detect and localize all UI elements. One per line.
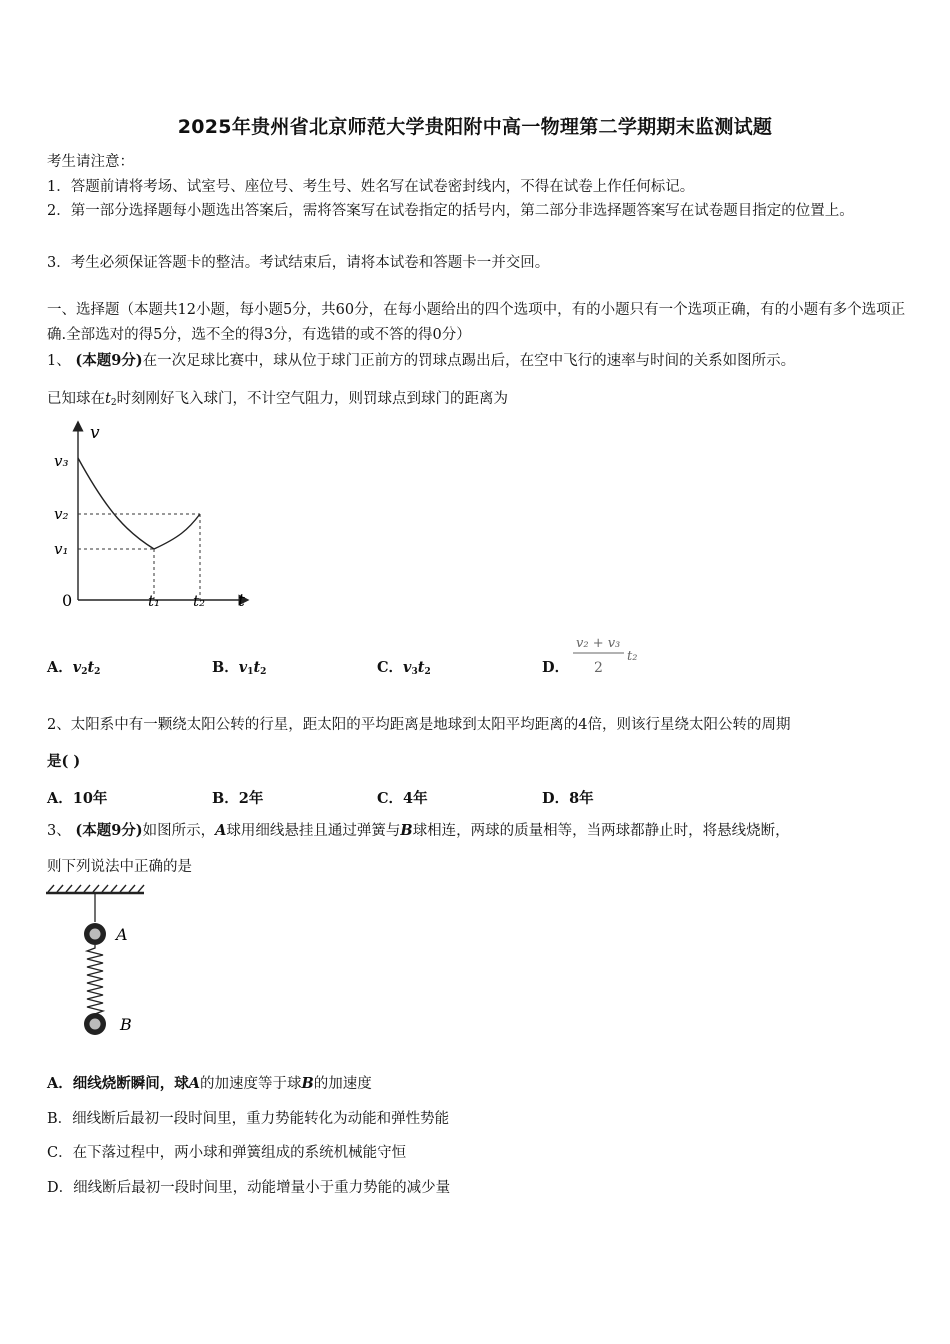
q1-t2-label: t₂: [193, 592, 206, 610]
q1-option-b-v-sub: 1: [247, 667, 254, 677]
q3-stem-line2: 则下列说法中正确的是: [47, 859, 192, 875]
q3-option-a-var1: A: [188, 1075, 201, 1092]
q1-vt-graph: [48, 418, 258, 618]
q1-score: (本题9分): [75, 352, 143, 369]
q1-option-a-label: A．: [47, 659, 73, 676]
q1-option-c-t-sub: 2: [424, 667, 431, 677]
q1-option-c-v: v: [403, 659, 412, 676]
q1-origin-label: 0: [62, 591, 73, 610]
q3-text-a1: 如图所示，: [142, 823, 216, 839]
q1-option-b-t-sub: 2: [260, 667, 267, 677]
q1-axis-t-label: t: [238, 591, 245, 611]
q3-number: 3、: [47, 823, 71, 839]
q1-option-b-t: t: [253, 659, 261, 676]
ball-a-label: A: [116, 925, 128, 944]
q1-option-c-t: t: [417, 659, 425, 676]
q1-option-c-v-sub: 3: [411, 667, 418, 677]
q1-option-a-v: v: [72, 659, 82, 676]
q1-v2-label: v₂: [54, 505, 69, 523]
q3-option-c[interactable]: C．在下落过程中，两小球和弹簧组成的系统机械能守恒: [47, 1145, 407, 1161]
q1-text-a: 在一次足球比赛中，球从位于球门正前方的罚球点踢出后，在空中飞行的速率与时间的关系如图所示。: [142, 353, 796, 369]
q1-option-b-v: v: [238, 659, 248, 676]
q3-option-a[interactable]: [47, 1074, 372, 1094]
q2-stem-line2: 是( ): [47, 753, 81, 770]
q1-stem-line2: [47, 389, 508, 413]
page-title: 2025年贵州省北京师范大学贵阳附中高一物理第二学期期末监测试题: [177, 116, 773, 138]
q3-score: (本题9分): [75, 822, 143, 839]
q3-option-a-pre: A．细线烧断瞬间，球: [47, 1075, 189, 1092]
notice-heading: 考生请注意：: [47, 154, 134, 170]
q1-stem-line1: [47, 351, 795, 371]
q3-option-a-var2: B: [301, 1075, 314, 1092]
ball-a-highlight: [90, 929, 101, 940]
q1-text-b-post: 时刻刚好飞入球门，不计空气阻力，则罚球点到球门的距离为: [116, 391, 509, 407]
q1-option-c-label: C．: [377, 659, 404, 676]
q1-t1-label: t₁: [148, 592, 161, 610]
q3-option-d[interactable]: D．细线断后最初一段时间里，动能增量小于重力势能的减少量: [47, 1180, 451, 1196]
q1-axis-v-label: v: [90, 423, 100, 443]
q2-option-d[interactable]: D．8年: [542, 790, 594, 807]
q1-v1-label: v₁: [54, 540, 69, 558]
ceiling-hatch: [48, 885, 144, 892]
q1-option-d-t: t₂: [627, 649, 638, 664]
q2-option-c[interactable]: C．4年: [377, 790, 428, 807]
q1-text-b-pre: 已知球在: [47, 391, 105, 407]
q3-option-a-mid: 的加速度等于球: [200, 1076, 302, 1092]
spring-coil: [87, 945, 103, 1015]
q3-stem-line1: [47, 821, 790, 841]
ball-b-label: B: [120, 1015, 132, 1034]
q2-option-a[interactable]: A．10年: [47, 790, 108, 807]
section1-intro: 一、选择题（本题共12小题，每小题5分，共60分，在每小题给出的四个选项中，有的小题只有一个选项正确，有的小题有多个选项正确.全部选对的得5分，选不全的得3分，有选错的或不答的得0分）: [47, 302, 906, 343]
q1-option-c[interactable]: [377, 656, 431, 677]
q1-option-d-label[interactable]: D．: [542, 659, 570, 676]
q2-stem-line1: 2、太阳系中有一颗绕太阳公转的行星，距太阳的平均距离是地球到太阳平均距离的4倍，则该行星绕太阳公转的周期: [47, 717, 791, 733]
q1-option-d-numerator: v₂ + v₃: [576, 636, 621, 651]
q3-option-b[interactable]: B．细线断后最初一段时间里，重力势能转化为动能和弹性势能: [47, 1111, 450, 1127]
q3-text-a2: 球用细线悬挂且通过弹簧与: [226, 823, 401, 839]
q1-option-a-v-sub: 2: [81, 667, 88, 677]
q3-text-a3: 球相连，两球的质量相等，当两球都静止时，将悬线烧断，: [412, 823, 790, 839]
q1-option-a[interactable]: [47, 656, 100, 677]
notice-item-2: 2．第一部分选择题每小题选出答案后，需将答案写在试卷指定的括号内，第二部分非选择题答案写在试卷题目指定的位置上。: [47, 203, 854, 219]
q1-option-a-t-sub: 2: [94, 667, 101, 677]
q1-var-t-sub: 2: [110, 398, 117, 408]
q1-option-b-label: B．: [212, 659, 239, 676]
ball-b-highlight: [90, 1019, 101, 1030]
q2-option-b[interactable]: B．2年: [212, 790, 264, 807]
q3-option-a-post: 的加速度: [313, 1076, 372, 1092]
q1-option-a-t: t: [87, 659, 95, 676]
q1-option-d-denominator: 2: [594, 660, 603, 676]
q3-var-a: A: [215, 822, 227, 839]
notice-item-1: 1．答题前请将考场、试室号、座位号、考生号、姓名写在试卷密封线内，不得在试卷上作任何标记。: [47, 179, 695, 195]
q1-var-t: t: [105, 391, 111, 407]
notice-item-3: 3．考生必须保证答题卡的整洁。考试结束后，请将本试卷和答题卡一并交回。: [47, 255, 550, 271]
q1-option-d-formula: [568, 630, 648, 680]
q1-number: 1、: [47, 353, 71, 369]
q3-var-b: B: [400, 822, 413, 839]
q1-option-b[interactable]: [212, 656, 266, 677]
q1-speed-curve: [78, 458, 200, 549]
q3-spring-figure: [44, 884, 154, 1044]
q1-v3-label: v₃: [54, 452, 69, 470]
